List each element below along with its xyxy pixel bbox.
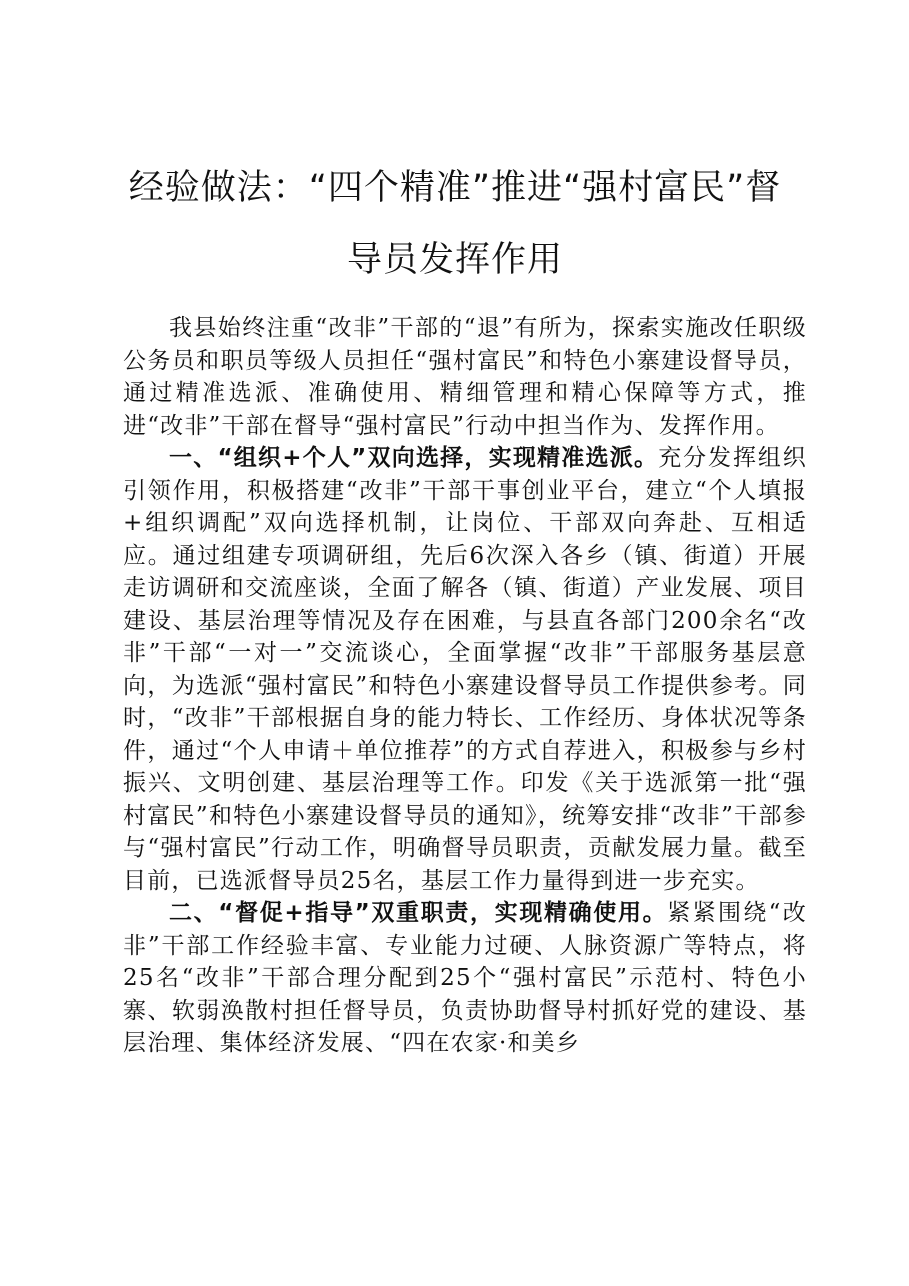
- paragraph-text: 紧紧围绕“改非”干部工作经验丰富、专业能力过硬、人脉资源广等特点，将25名“改非”干部合理分配到25个“强村富民”示范村、特色小寨、软弱涣散村担任督导员，负责协助督导村抓好党的建设、基层治理、集体经济发展、“四在农家·和美乡: [123, 900, 807, 1056]
- section-heading: 二、“督促+指导”双重职责，实现精确使用。: [169, 900, 668, 926]
- paragraph-intro: [123, 312, 807, 442]
- section-heading: 一、“组织+个人”双向选择，实现精准选派。: [169, 445, 659, 471]
- paragraph-text: 我县始终注重“改非”干部的“退”有所为，探索实施改任职级公务员和职员等级人员担任“强村富民”和特色小寨建设督导员，通过精准选派、准确使用、精细管理和精心保障等方式，推进“改非”干部在督导“强村富民”行动中担当作为、发挥作用。: [123, 315, 807, 439]
- paragraph-section-2: [123, 897, 807, 1060]
- document-body: [123, 312, 807, 1060]
- title-line-2: 导员发挥作用: [346, 240, 563, 280]
- title-line-1: 经验做法：“四个精准”推进“强村富民”督: [128, 168, 782, 208]
- paragraph-text: 充分发挥组织引领作用，积极搭建“改非”干部干事创业平台，建立“个人填报+组织调配”双向选择机制，让岗位、干部双向奔赴、互相适应。通过组建专项调研组，先后6次深入各乡（镇、街道）开展走访调研和交流座谈，全面了解各（镇、街道）产业发展、项目建设、基层治理等情况及存在困难，与县直各部门200余名“改非”干部“一对一”交流谈心，全面掌握“改非”干部服务基层意向，为选派“强村富民”和特色小寨建设督导员工作提供参考。同时，“改非”干部根据自身的能力特长、工作经历、身体状况等条件，通过“个人申请＋单位推荐”的方式自荐进入，积极参与乡村振兴、文明创建、基层治理等工作。印发《关于选派第一批“强村富民”和特色小寨建设督导员的通知》，统筹安排“改非”干部参与“强村富民”行动工作，明确督导员职责，贡献发展力量。截至目前，已选派督导员25名，基层工作力量得到进一步充实。: [123, 445, 807, 894]
- paragraph-section-1: [123, 442, 807, 897]
- document-title: [110, 152, 800, 296]
